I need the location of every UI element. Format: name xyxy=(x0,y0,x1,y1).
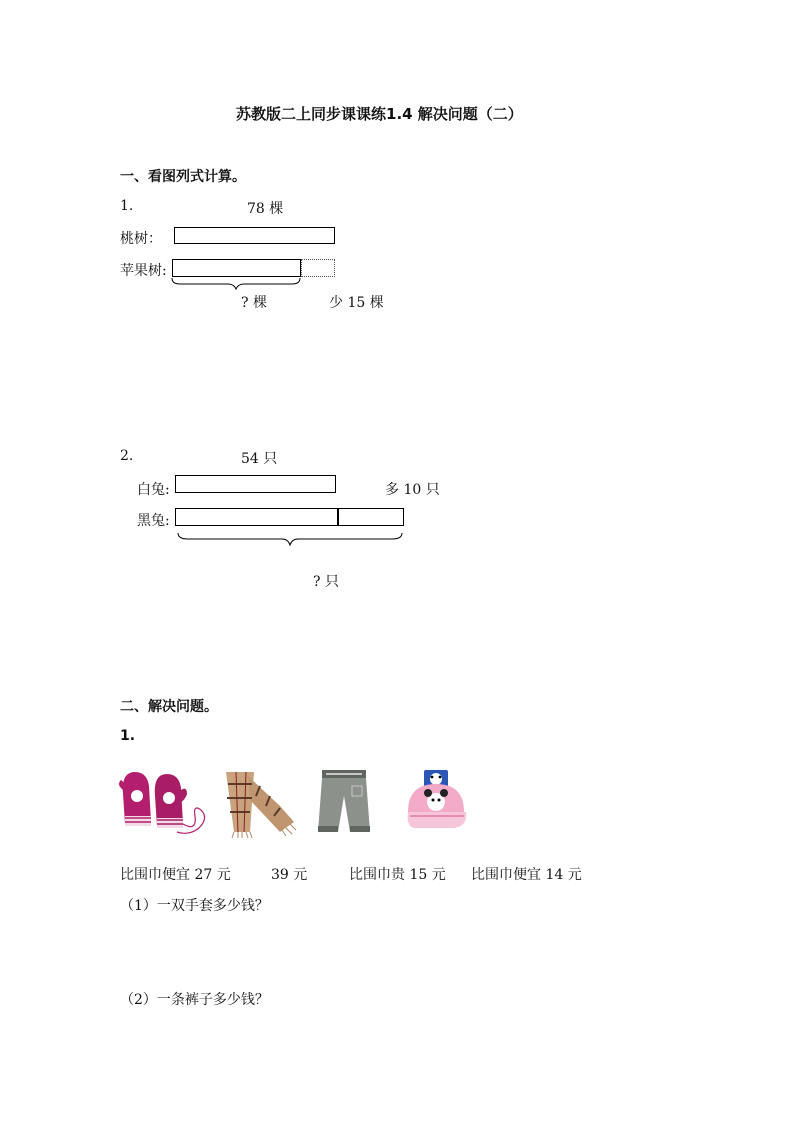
scarf-icon xyxy=(220,766,300,838)
q1-diff-label: 少 15 棵 xyxy=(329,295,384,311)
pants-icon xyxy=(314,766,374,838)
pants-caption: 比围巾贵 15 元 xyxy=(349,867,446,883)
q1-question-label: ? 棵 xyxy=(241,295,267,311)
mittens-caption: 比围巾便宜 27 元 xyxy=(120,867,231,883)
q2-diff-label: 多 10 只 xyxy=(385,482,440,498)
sub-question-1: （1）一双手套多少钱？ xyxy=(120,898,269,914)
hat-icon xyxy=(402,766,472,838)
q1-peach-bar xyxy=(174,227,335,244)
mittens-icon xyxy=(117,766,209,838)
scarf-caption: 39 元 xyxy=(271,867,308,883)
q2-white-bar xyxy=(175,475,336,493)
q2-question-label: ? 只 xyxy=(313,574,339,590)
q2-black-bar xyxy=(175,508,404,526)
q2-number: 2. xyxy=(120,448,134,464)
section-2-heading: 二、解决问题。 xyxy=(120,699,218,715)
q1-peach-label: 桃树： xyxy=(120,231,162,247)
q1-apple-missing-segment xyxy=(301,259,335,277)
section-1-heading: 一、看图列式计算。 xyxy=(120,169,246,185)
q2-black-divider xyxy=(337,508,339,526)
q2-total-label: 54 只 xyxy=(241,451,278,467)
q1-apple-bar xyxy=(172,259,301,277)
sub-question-2: （2）一条裤子多少钱？ xyxy=(120,992,269,1008)
q1-brace xyxy=(170,277,302,291)
q1-apple-label: 苹果树: xyxy=(120,263,167,279)
hat-caption: 比围巾便宜 14 元 xyxy=(471,867,582,883)
section-2-q1-number: 1. xyxy=(120,728,136,744)
q2-brace xyxy=(176,532,406,548)
q2-black-label: 黑兔: xyxy=(137,513,170,529)
q1-total-label: 78 棵 xyxy=(247,201,284,217)
page-title: 苏教版二上同步课课练1.4 解决问题（二） xyxy=(236,105,523,123)
q1-number: 1. xyxy=(120,198,134,214)
q2-white-label: 白兔: xyxy=(137,482,170,498)
